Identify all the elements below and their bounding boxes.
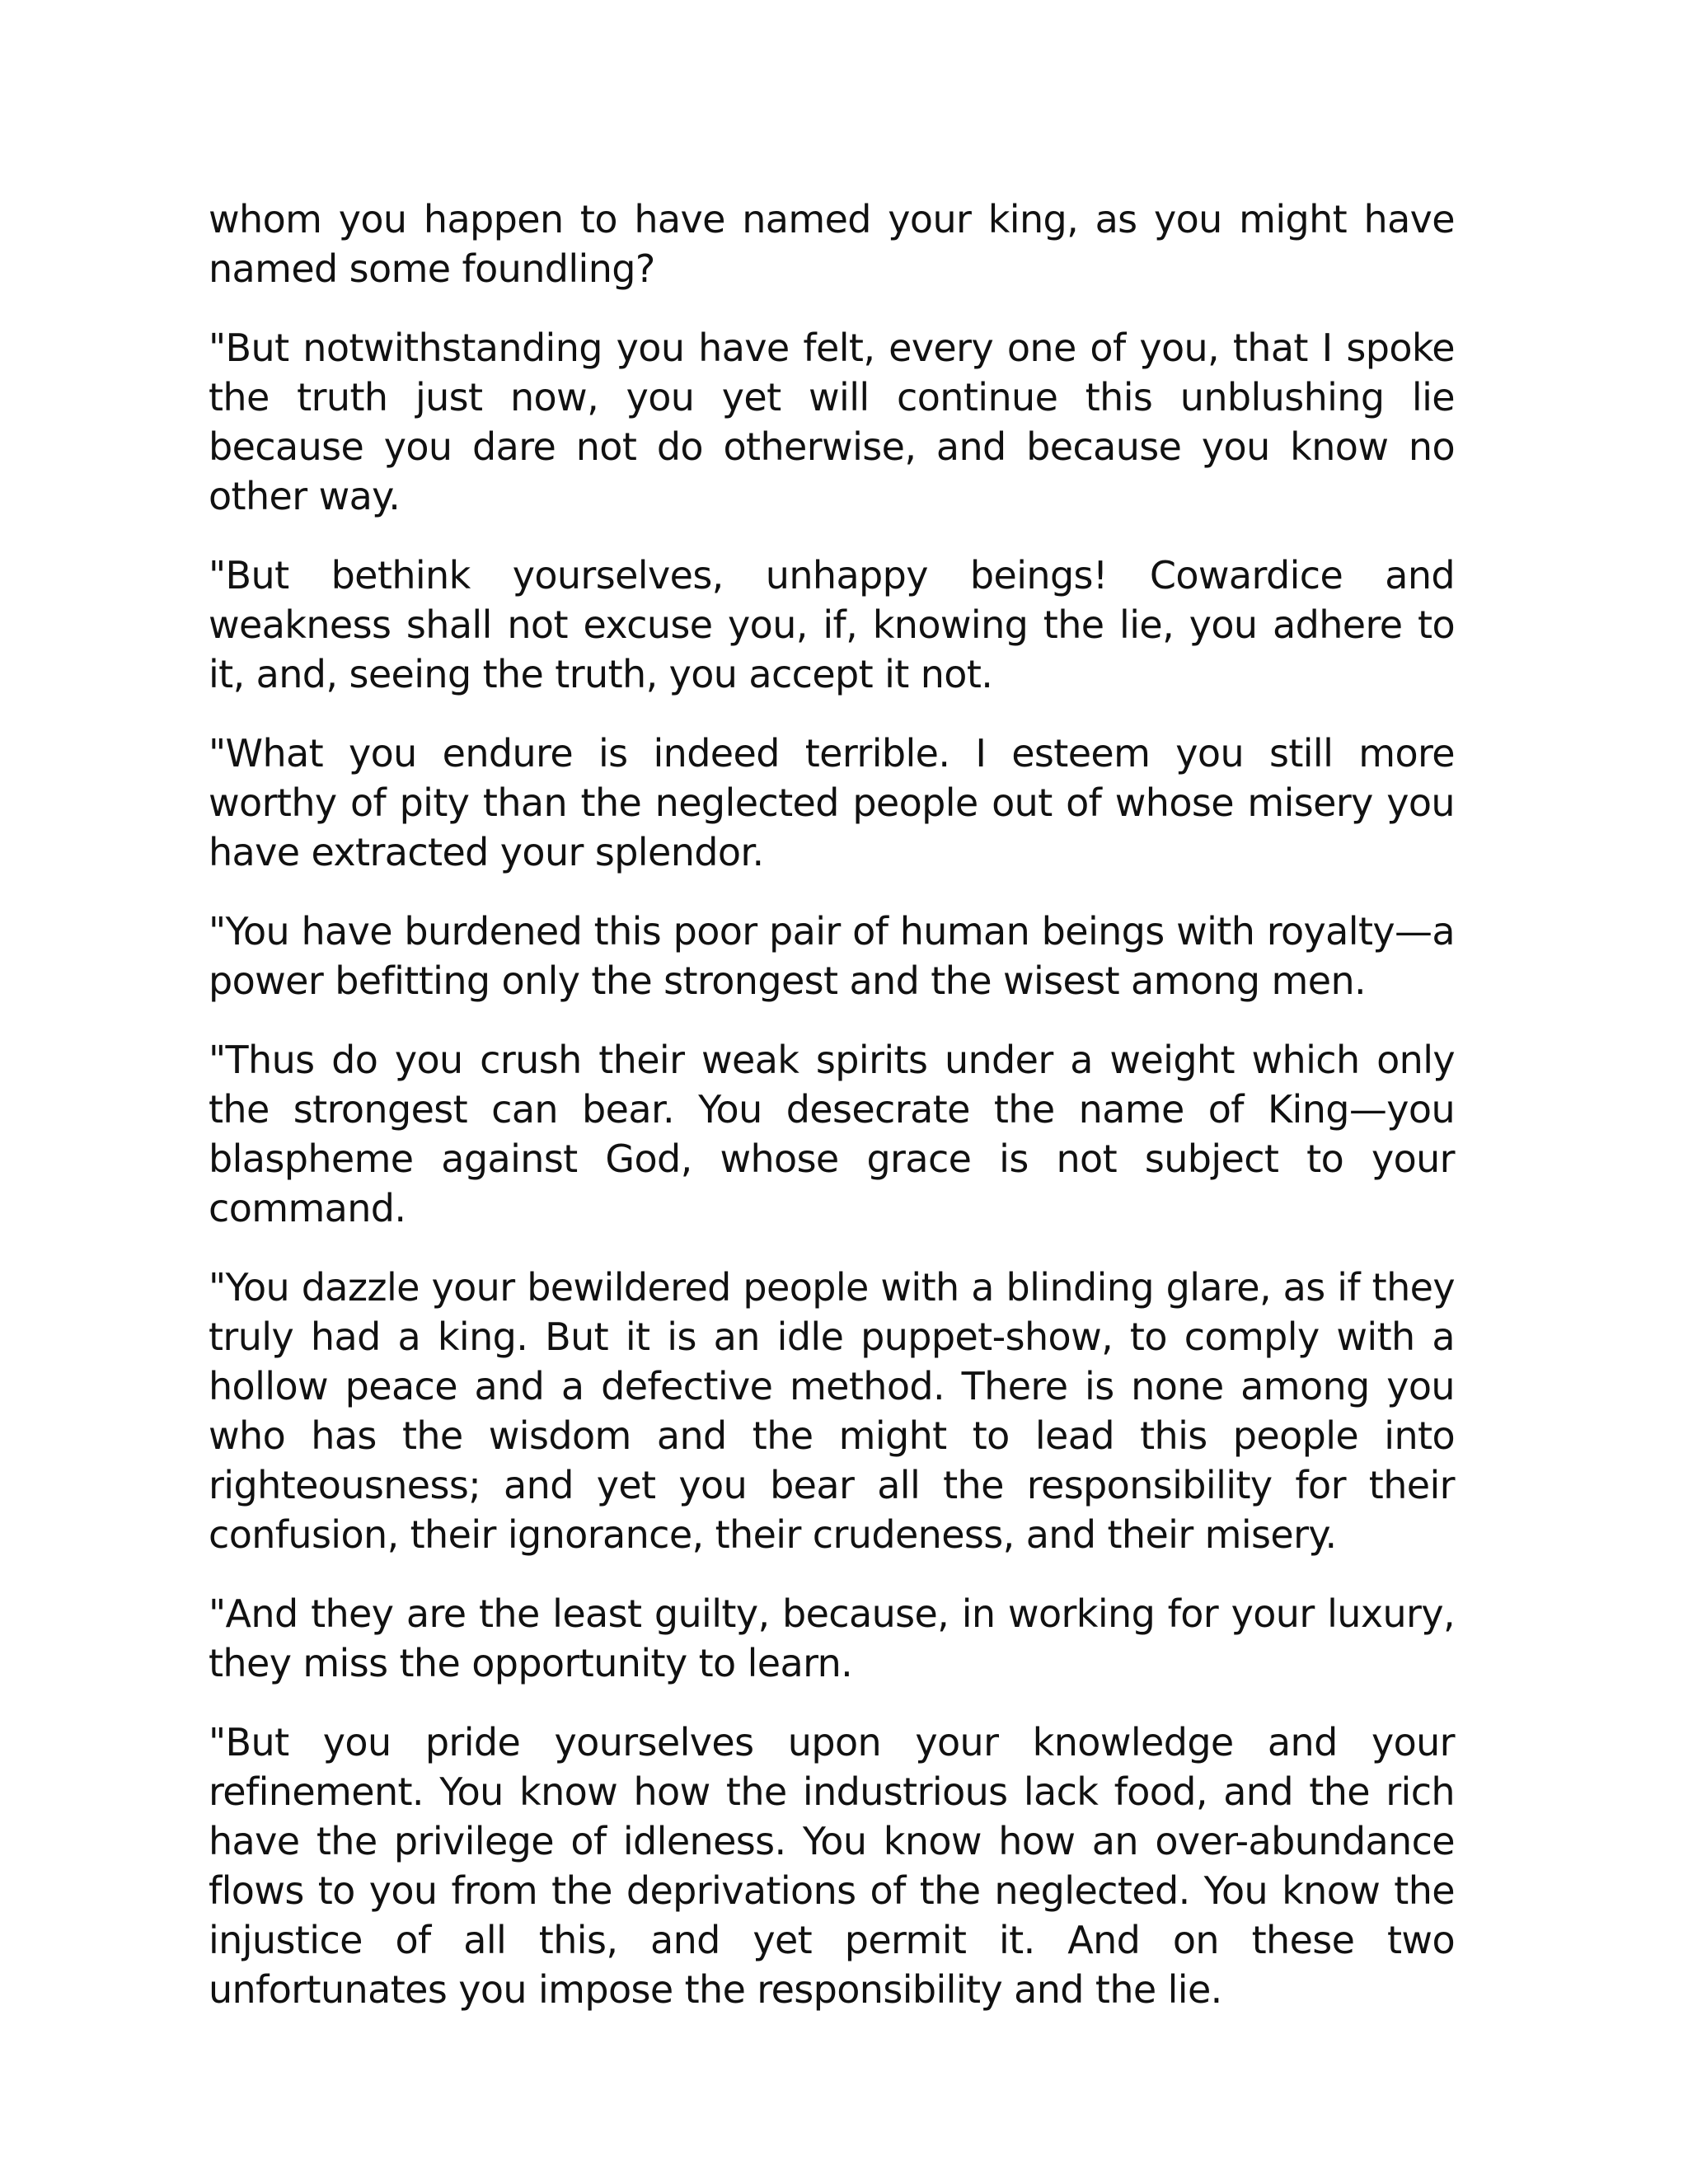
- paragraph-2: "But notwithstanding you have felt, every one of you, that I spoke the truth just now, you yet will continue this unblushing lie because you dare not do otherwise, and because you know no other way.: [209, 326, 1455, 518]
- paragraph-5: "You have burdened this poor pair of human beings with royalty—a power befitting only the strongest and the wisest among men.: [209, 909, 1455, 1003]
- paragraph-6: "Thus do you crush their weak spirits under a weight which only the strongest can bear. You desecrate the name of King—you blaspheme against God, whose grace is not subject to your command.: [209, 1038, 1455, 1230]
- paragraph-7: "You dazzle your bewildered people with a blinding glare, as if they truly had a king. But it is an idle puppet-show, to comply with a hollow peace and a defective method. There is none among you who has the wisdom and the might to lead this people into righteousness; and yet you bear all the responsibility for their confusion, their ignorance, their crudeness, and their misery.: [209, 1265, 1455, 1557]
- paragraph-1: whom you happen to have named your king, as you might have named some foundling?: [209, 197, 1455, 291]
- document-page: [209, 194, 1455, 2014]
- paragraph-3: "But bethink yourselves, unhappy beings! Cowardice and weakness shall not excuse you, if, knowing the lie, you adhere to it, and, seeing the truth, you accept it not.: [209, 553, 1455, 696]
- paragraph-9: "But you pride yourselves upon your knowledge and your refinement. You know how the industrious lack food, and the rich have the privilege of idleness. You know how an over-abundance flows to you from the deprivations of the neglected. You know the injustice of all this, and yet permit it. And on these two unfortunates you impose the responsibility and the lie.: [209, 1720, 1455, 2012]
- paragraph-4: "What you endure is indeed terrible. I esteem you still more worthy of pity than the neglected people out of whose misery you have extracted your splendor.: [209, 731, 1455, 874]
- paragraph-8: "And they are the least guilty, because, in working for your luxury, they miss the opportunity to learn.: [209, 1591, 1455, 1685]
